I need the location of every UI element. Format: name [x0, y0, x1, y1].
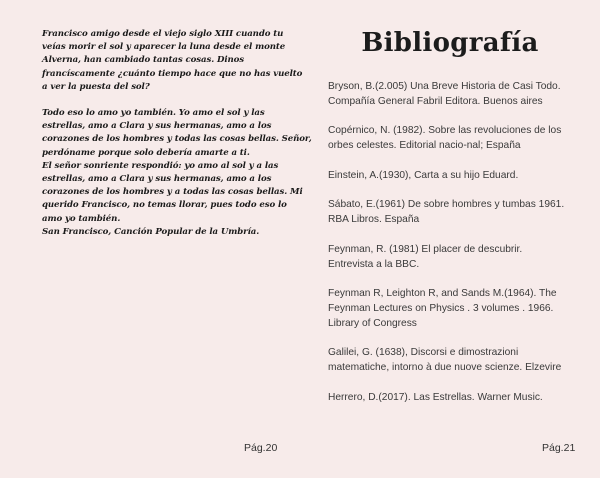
bibliography-line: Sábato, E.(1961) De sobre hombres y tumbas 1961.: [328, 199, 565, 211]
poem-line: francíscamente ¿cuánto tiempo hace que no has vuelto: [42, 68, 303, 79]
bibliography-line: matematiche, intorno à due nuove scienze. Elzevire: [328, 362, 562, 374]
poem-line: El señor sonriente respondió: yo amo al sol y a las: [42, 160, 279, 171]
poem-line: estrellas, amo a Clara y sus hermanas, amo a los: [42, 174, 272, 185]
bibliography-entry: [328, 346, 594, 376]
right-page: [300, 0, 600, 478]
poem-stanza-1: [42, 28, 303, 94]
poem-line: estrellas, amo a Clara y sus hermanas, amo a los: [42, 121, 272, 132]
poem-line: querido Francisco, no temas llorar, pues todo eso lo: [42, 200, 287, 211]
bibliography-line: RBA Libros. España: [328, 214, 420, 226]
bibliography-line: Library of Congress: [328, 317, 417, 329]
poem-stanza-2: [42, 107, 312, 239]
bibliography-line: Galilei, G. (1638), Discorsi e dimostrazioni: [328, 347, 519, 359]
poem-line: a ver la puesta del sol?: [42, 81, 150, 92]
bibliography-entry: [328, 391, 594, 406]
poem-line: Alverna, han cambiado tantas cosas. Dinos: [42, 55, 245, 66]
bibliography-entry: [328, 243, 594, 273]
poem-line: perdóname porque solo debería amarte a ti.: [42, 147, 250, 158]
bibliography-entry: [328, 287, 594, 331]
bibliography-line: Feynman R, Leighton R, and Sands M.(1964). The: [328, 288, 557, 300]
poem-attribution: San Francisco, Canción Popular de la Umbría.: [42, 226, 260, 237]
bibliography-line: Compañía General Fabril Editora. Buenos aires: [328, 95, 543, 107]
bibliography-line: Feynman Lectures on Physics . 3 volumes . 1966.: [328, 302, 554, 314]
bibliography-entry: [328, 80, 594, 110]
page-title: Bibliografía: [361, 28, 539, 58]
poem-line: Francisco amigo desde el viejo siglo XIII cuando tu: [42, 29, 284, 39]
bibliography-entry: [328, 198, 594, 228]
bibliography-entry: [328, 169, 594, 184]
bibliography-line: Feynman, R. (1981) El placer de descubrir.: [328, 243, 523, 255]
poem-line: veías morir el sol y aparecer la luna desde el monte: [42, 42, 286, 53]
poem-line: Todo eso lo amo yo también. Yo amo el sol y las: [42, 108, 265, 119]
poem-line: amo yo también.: [42, 213, 121, 224]
bibliography-list: [328, 80, 594, 420]
bibliography-line: Copérnico, N. (1982). Sobre las revoluciones de los: [328, 125, 562, 137]
page-number-left: Pág.20: [244, 442, 278, 454]
bibliography-line: orbes celestes. Editorial nacio-nal; España: [328, 140, 521, 152]
bibliography-line: Einstein, A.(1930), Carta a su hijo Eduard.: [328, 169, 519, 181]
bibliography-entry: [328, 124, 594, 154]
poem-text: [42, 28, 312, 252]
bibliography-line: Entrevista a la BBC.: [328, 258, 420, 270]
poem-line: corazones de los hombres y a todas las cosas bellas. Mi: [42, 187, 303, 198]
poem-line: corazones de los hombres y todas las cosas bellas. Señor,: [42, 134, 312, 145]
page-number-right: Pág.21: [542, 442, 576, 454]
bibliography-line: Bryson, B.(2.005) Una Breve Historia de Casi Todo.: [328, 81, 561, 92]
bibliography-line: Herrero, D.(2017). Las Estrellas. Warner Music.: [328, 391, 543, 403]
